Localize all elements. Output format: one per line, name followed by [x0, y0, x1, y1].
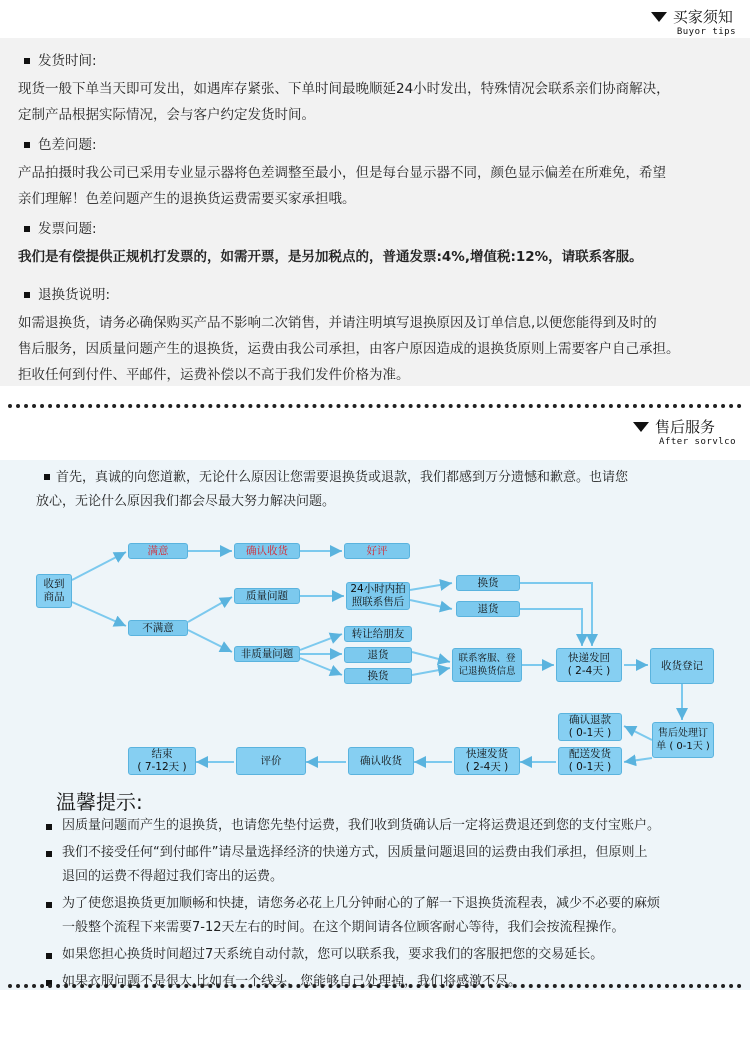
flow-node-contact-24h: 24小时内拍 照联系售后: [346, 582, 410, 610]
flow-node-confirm-receipt-2: 确认收货: [348, 747, 414, 775]
tip-text: 一般整个流程下来需要7-12天左右的时间。在这个期间请各位顾客耐心等待，我们会按流程操作。: [62, 920, 625, 935]
tips-list: [44, 814, 734, 997]
tip-text: 我们不接受任何“到付邮件”请尽量选择经济的快递方式，因质量问题退回的运费由我们承担，但原则上: [62, 845, 648, 860]
section-text: 定制产品根据实际情况，会与客户约定发货时间。: [18, 107, 315, 123]
section-text: 我们是有偿提供正规机打发票的，如需开票，是另加税点的，普通发票:4%,增值税:12%，请联系客服。: [18, 249, 643, 265]
section-text: 如需退换货，请务必确保购买产品不影响二次销售，并请注明填写退换原因及订单信息,以便您能得到及时的: [18, 315, 657, 331]
tip-item: [44, 892, 734, 940]
tip-text: 为了使您退换货更加顺畅和快捷，请您务必花上几分钟耐心的了解一下退换货流程表，减少不必要的麻烦: [62, 896, 661, 911]
bullet-icon: [46, 953, 52, 959]
flow-node-return-2: 退货: [344, 647, 412, 663]
dotted-divider: [8, 984, 742, 988]
flow-node-quality-issue: 质量问题: [234, 588, 300, 604]
tip-text: 如果衣服问题不是很大,比如有一个线头，您能够自己处理掉，我们将感激不尽。: [62, 974, 522, 989]
section-heading: 发票问题:: [38, 221, 97, 237]
tips-title: 温馨提示:: [56, 790, 143, 814]
flow-node-exchange: 换货: [456, 575, 520, 591]
section-heading: 退换货说明:: [38, 287, 111, 303]
flow-node-receipt-register: 收货登记: [650, 648, 714, 684]
flow-node-after-sale-order: 售后处理订 单 ( 0-1天 ): [652, 722, 714, 758]
after-service-subtitle: After sorvlco: [659, 437, 736, 447]
buyer-tips-title: 买家须知: [672, 8, 733, 26]
tip-item: [44, 970, 734, 994]
flow-node-contact-cs: 联系客服、登 记退换货信息: [452, 648, 522, 682]
bullet-icon: [46, 824, 52, 830]
buyer-tips-subtitle: Buyor tips: [676, 27, 736, 37]
bullet-icon: [46, 851, 52, 857]
flow-node-satisfied: 满意: [128, 543, 188, 559]
section-text: 售后服务，因质量问题产生的退换货，运费由我公司承担，由客户原因造成的退换货原则上需要客户自己承担。: [18, 341, 680, 357]
section-text: 亲们理解！色差问题产生的退换货运费需要买家承担哦。: [18, 191, 356, 207]
flow-node-non-quality: 非质量问题: [234, 646, 300, 662]
section-heading: 发货时间:: [38, 53, 97, 69]
tip-item: [44, 943, 734, 967]
flow-node-return: 退货: [456, 601, 520, 617]
flow-node-ship-back: 快速发货 ( 2-4天 ): [454, 747, 520, 775]
flow-node-receive: 收到 商品: [36, 574, 72, 608]
tip-item: [44, 841, 734, 889]
flow-node-confirm-receipt: 确认收货: [234, 543, 300, 559]
flow-node-end: 结束 ( 7-12天 ): [128, 747, 196, 775]
flow-node-confirm-refund: 确认退款 ( 0-1天 ): [558, 713, 622, 741]
tip-text: 因质量问题而产生的退换货，也请您先垫付运费，我们收到货确认后一定将运费退还到您的支付宝账户。: [62, 818, 661, 833]
intro-text: 放心，无论什么原因我们都会尽最大努力解决问题。: [36, 494, 336, 509]
tip-text: 退回的运费不得超过我们寄出的运费。: [62, 869, 284, 884]
section-text: 现货一般下单当天即可发出，如遇库存紧张、下单时间最晚顺延24小时发出，特殊情况会联系亲们协商解决，: [18, 81, 670, 97]
section-text: 产品拍摄时我公司已采用专业显示器将色差调整至最小，但是每台显示器不同，颜色显示偏差在所难免，希望: [18, 165, 666, 181]
flow-node-good-review: 好评: [344, 543, 410, 559]
section-heading: 色差问题:: [38, 137, 97, 153]
after-service-title: 售后服务: [655, 418, 716, 436]
flow-node-gift-friend: 转让给朋友: [344, 626, 412, 642]
flow-node-exchange-2: 换货: [344, 668, 412, 684]
flow-node-ship-fast: 快递发回 ( 2-4天 ): [556, 648, 622, 682]
section-text: 拒收任何到付件、平邮件，运费补偿以不高于我们发件价格为准。: [18, 367, 410, 383]
flow-node-delivery: 配送发货 ( 0-1天 ): [558, 747, 622, 775]
tip-text: 如果您担心换货时间超过7天系统自动付款，您可以联系我，要求我们的客服把您的交易延长。: [62, 947, 604, 962]
flow-node-unsatisfied: 不满意: [128, 620, 188, 636]
bullet-icon: [46, 902, 52, 908]
flow-node-review: 评价: [236, 747, 306, 775]
tip-item: [44, 814, 734, 838]
intro-text: 首先，真诚的向您道歉，无论什么原因让您需要退换货或退款，我们都感到万分遗憾和歉意。也请您: [56, 470, 629, 485]
